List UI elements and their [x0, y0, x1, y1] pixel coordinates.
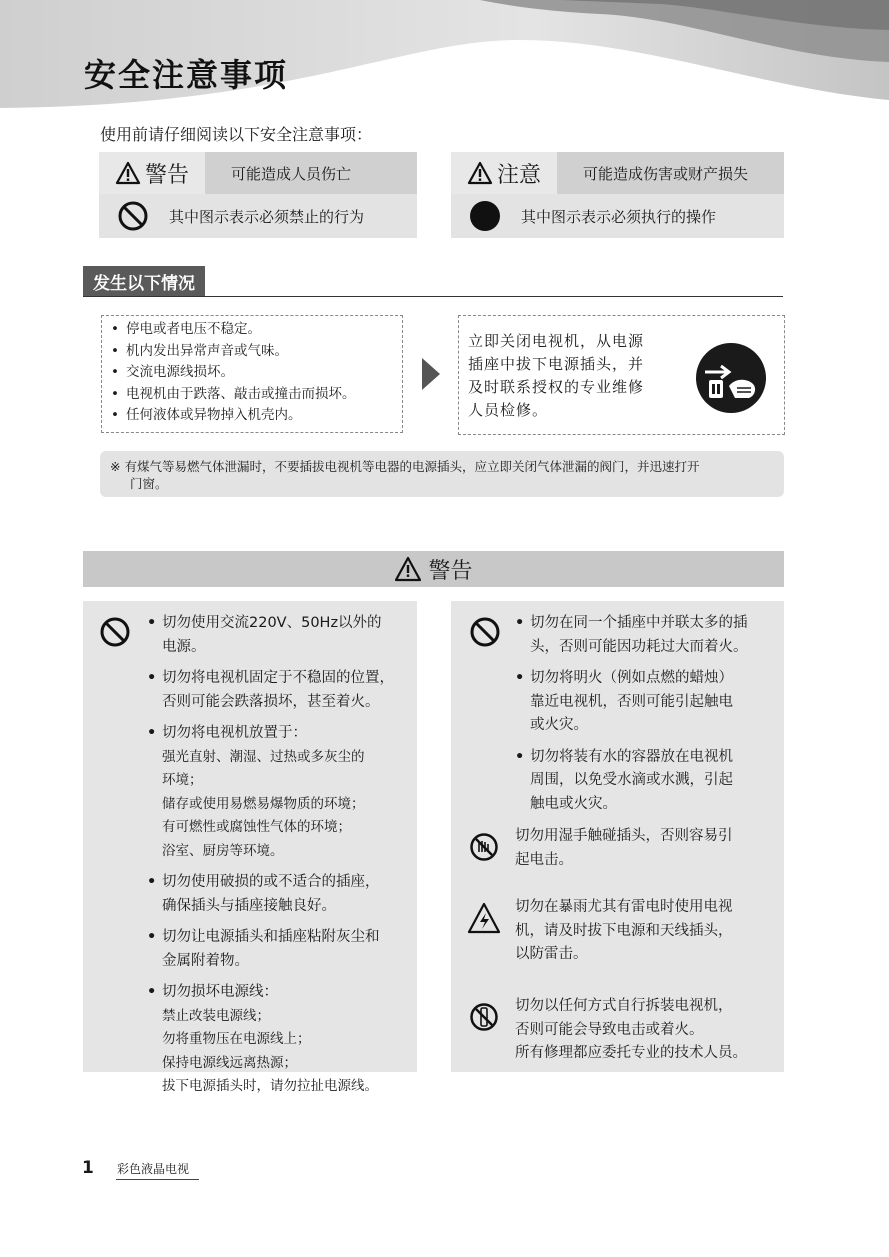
legend-warning-icon-desc: 其中图示表示必须禁止的行为 — [169, 207, 365, 226]
legend-warning-header — [99, 152, 417, 194]
item-line: • 切勿将电视机固定于不稳固的位置， — [162, 670, 394, 686]
list-item — [514, 746, 779, 817]
list-item: • 电视机由于跌落、敲击或撞击而损坏。 — [108, 384, 402, 406]
sub-line: 储存或使用易燃易爆物质的环境； — [162, 795, 365, 812]
no-disassembly-icon — [469, 1002, 499, 1032]
sub-line: 保持电源线远离热源； — [162, 1054, 297, 1071]
footer-product-name: 彩色液晶电视 — [117, 1162, 190, 1176]
list-item: • 交流电源线损坏。 — [108, 362, 402, 384]
legend-warning-box — [99, 152, 417, 238]
item-line: 切勿在暴雨尤其有雷电时使用电视 — [515, 899, 733, 915]
right-warning-list — [514, 612, 779, 824]
prohibition-icon — [469, 616, 501, 648]
warning-left-panel — [83, 601, 417, 1094]
list-item — [146, 667, 411, 714]
list-item — [146, 722, 411, 863]
sub-line: 浴室、厨房等环境。 — [162, 842, 284, 859]
disassemble-text — [515, 995, 747, 1066]
item-line: 金属附着物。 — [162, 952, 249, 969]
wet-hands-text — [515, 825, 733, 872]
item-line: 电源。 — [162, 638, 206, 655]
legend-caution-header — [451, 152, 784, 194]
situation-divider — [83, 296, 783, 297]
item-line: • 切勿在同一个插座中并联太多的插 — [530, 615, 748, 631]
item-line: • 切勿将装有水的容器放在电视机 — [530, 748, 733, 765]
item-line: 所有修理都应委托专业的技术人员。 — [515, 1045, 747, 1061]
sub-line: 强光直射、潮湿、过热或多灰尘的 — [162, 748, 365, 765]
mandatory-action-icon — [469, 200, 501, 232]
prohibition-icon — [99, 616, 131, 648]
item-line: 否则可能会跌落损坏，甚至着火。 — [162, 693, 380, 710]
item-line: • 切勿使用破损的或不适合的插座， — [162, 874, 380, 890]
list-item — [146, 926, 411, 973]
list-item: • 机内发出异常声音或气味。 — [108, 341, 402, 363]
item-line: 周围，以免受水滴或水溅，引起 — [530, 772, 733, 788]
sub-line: 勿将重物压在电源线上； — [162, 1031, 311, 1047]
list-item — [146, 981, 411, 1099]
no-wet-hands-icon — [469, 832, 499, 862]
item-line: • 切勿损坏电源线： — [162, 984, 278, 1000]
warning-section-header — [83, 551, 784, 587]
unplug-icon — [695, 342, 767, 414]
sub-line: 环境； — [162, 772, 203, 788]
legend-warning-desc: 可能造成人员伤亡 — [231, 164, 352, 183]
left-warning-list — [146, 612, 411, 1107]
item-line: 切勿以任何方式自行拆装电视机， — [515, 998, 733, 1014]
item-line: 靠近电视机，否则可能引起触电 — [530, 693, 733, 710]
sub-line: 有可燃性或腐蚀性气体的环境； — [162, 819, 351, 835]
lightning-text — [515, 896, 733, 967]
item-line: 机，请及时拔下电源和天线插头， — [515, 922, 733, 939]
warning-section-label: 警告 — [428, 558, 473, 584]
item-line: 或火灾。 — [530, 717, 588, 733]
legend-caution-icon-desc: 其中图示表示必须执行的操作 — [521, 207, 717, 226]
legend-caution-box — [451, 152, 784, 238]
warning-right-panel — [451, 601, 784, 1072]
list-item: • 停电或者电压不稳定。 — [108, 319, 402, 341]
note-line: 门窗。 — [130, 476, 168, 491]
item-line: 头，否则可能因功耗过大而着火。 — [530, 638, 748, 655]
action-line: 立即关闭电视机，从电源 — [468, 332, 645, 350]
item-line: 否则可能会导致电击或着火。 — [515, 1021, 704, 1038]
item-line: • 切勿将明火（例如点燃的蜡烛） — [530, 670, 733, 686]
item-line: 切勿用湿手触碰插头，否则容易引 — [515, 828, 733, 844]
item-line: • 切勿将电视机放置于： — [162, 725, 307, 741]
page-number: 1 — [82, 1158, 94, 1178]
prohibition-icon — [117, 200, 149, 232]
legend-caution-tag — [451, 152, 557, 194]
situation-list — [108, 319, 402, 427]
legend-caution-label: 注意 — [496, 162, 541, 188]
action-line: 及时联系授权的专业维修 — [468, 378, 645, 396]
action-text — [468, 330, 644, 422]
item-line: 确保插头与插座接触良好。 — [162, 897, 336, 914]
legend-caution-desc: 可能造成伤害或财产损失 — [583, 164, 749, 183]
list-item — [514, 612, 779, 659]
legend-warning-tag — [99, 152, 205, 194]
arrow-right-icon — [420, 356, 442, 392]
note-line: ※ 有煤气等易燃气体泄漏时，不要插拔电视机等电器的电源插头，应立即关闭气体泄漏的阀门，并迅速打开 — [110, 459, 700, 474]
intro-text: 使用前请仔细阅读以下安全注意事项： — [100, 125, 373, 144]
list-item — [146, 871, 411, 918]
list-item — [514, 667, 779, 738]
item-line: • 切勿让电源插头和插座粘附灰尘和 — [162, 929, 380, 945]
item-line: 起电击。 — [515, 851, 573, 868]
footer-underline — [116, 1179, 199, 1180]
warning-triangle-icon — [115, 161, 141, 185]
lightning-warning-icon — [467, 902, 501, 934]
legend-warning-row — [99, 194, 417, 238]
warning-triangle-icon — [394, 556, 422, 582]
caution-triangle-icon — [467, 161, 493, 185]
action-line: 插座中拔下电源插头，并 — [468, 355, 645, 373]
sub-line: 拔下电源插头时，请勿拉扯电源线。 — [162, 1078, 378, 1094]
sub-line: 禁止改装电源线； — [162, 1007, 270, 1024]
situation-list-box — [101, 315, 403, 433]
page-title: 安全注意事项 — [84, 56, 289, 94]
situation-label: 发生以下情况 — [83, 266, 205, 297]
item-line: • 切勿使用交流220V、50Hz以外的 — [162, 615, 382, 631]
action-line: 人员检修。 — [468, 401, 549, 419]
list-item — [146, 612, 411, 659]
item-line: 以防雷击。 — [515, 946, 588, 962]
situation-action-box — [458, 315, 785, 435]
item-line: 触电或火灾。 — [530, 795, 617, 812]
list-item: • 任何液体或异物掉入机壳内。 — [108, 405, 402, 427]
legend-warning-label: 警告 — [144, 162, 189, 188]
legend-caution-row — [451, 194, 784, 238]
gas-leak-note — [100, 451, 784, 497]
